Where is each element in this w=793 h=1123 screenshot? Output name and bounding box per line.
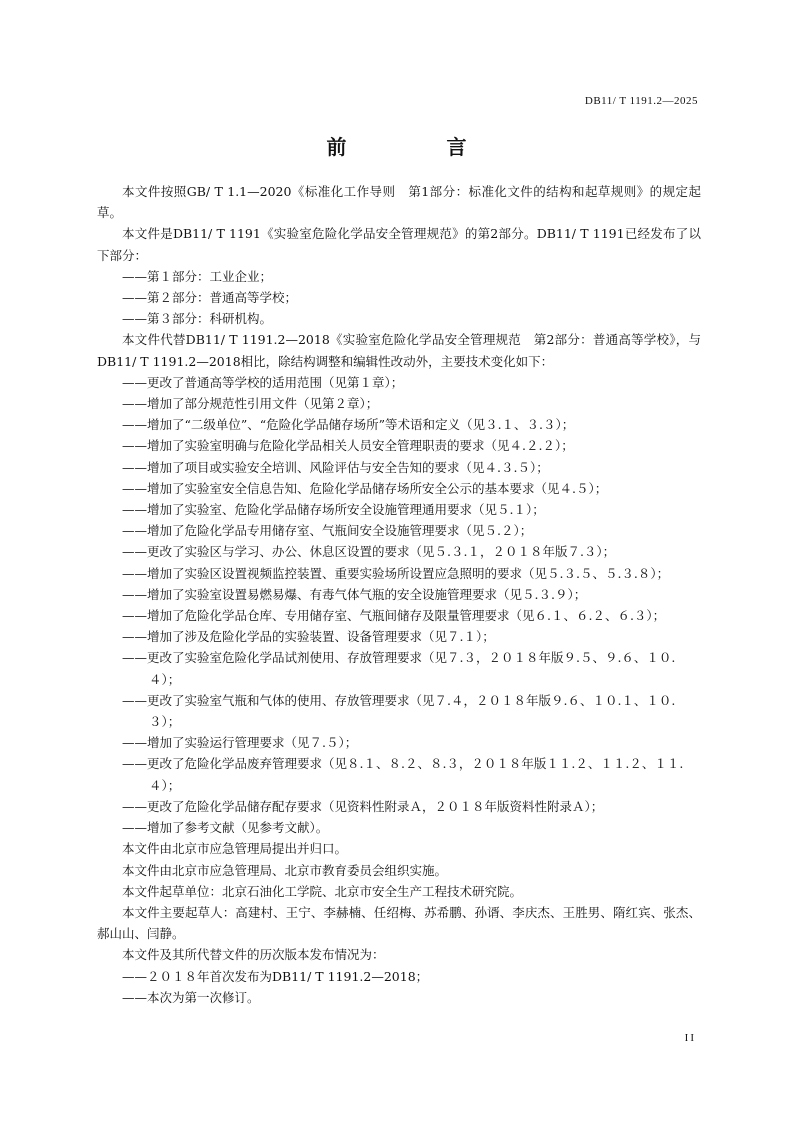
- change-item: ——更改了实验室危险化学品试剂使用、存放管理要求（见７.３，２０１８年版９.５、９.６、１０.４）；: [122, 650, 676, 687]
- change-item: ——增加了实验区设置视频监控装置、重要实验场所设置应急照明的要求（见５.３.５、５.３.８）；: [122, 565, 670, 581]
- change-item: ——增加了部分规范性引用文件（见第２章）；: [122, 396, 379, 412]
- paragraph-replacement: 本文件代替DB11/ T 1191.2—2018《实验室危险化学品安全管理规范 第2部分：普通高等学校》，与DB11/ T 1191.2—2018相比，除结构调整和编辑性改动外，主要技术变化如下：: [97, 332, 701, 369]
- foreword-body: [97, 181, 701, 1008]
- change-item: ——增加了涉及危险化学品的实验装置、设备管理要求（见７.１）；: [122, 629, 495, 645]
- parts-list-item: ——第３部分：科研机构。: [122, 311, 273, 327]
- change-item: ——增加了实验室设置易燃易爆、有毒气体气瓶的安全设施管理要求（见５.３.９）；: [122, 586, 587, 602]
- document-code: DB11/ T 1191.2—2025: [584, 95, 698, 107]
- parts-list-item: ——第１部分：工业企业；: [122, 268, 273, 284]
- change-item: ——增加了实验运行管理要求（见７.５）；: [122, 735, 358, 751]
- paragraph-history-intro: 本文件及其所代替文件的历次版本发布情况为：: [122, 947, 385, 963]
- history-item: ——２０１８年首次发布为DB11/ T 1191.2—2018；: [122, 968, 429, 984]
- change-item: ——增加了“二级单位”、“危险化学品储存场所”等术语和定义（见３.１、３.３）；: [122, 417, 575, 433]
- change-item: ——增加了实验室明确与危险化学品相关人员安全管理职责的要求（见４.２.２）；: [122, 438, 574, 454]
- change-item: ——增加了实验室安全信息告知、危险化学品储存场所安全公示的基本要求（见４.５）；: [122, 480, 608, 496]
- change-item: ——更改了实验区与学习、办公、休息区设置的要求（见５.３.１，２０１８年版７.３）；: [122, 544, 616, 560]
- change-item: ——更改了实验室气瓶和气体的使用、存放管理要求（见７.４，２０１８年版９.６、１０.１、１０.３）；: [122, 692, 676, 730]
- change-item: ——增加了参考文献（见参考文献）。: [122, 820, 329, 836]
- parts-list: [97, 266, 701, 330]
- paragraph-series-intro: 本文件是DB11/ T 1191《实验室危险化学品安全管理规范》的第2部分。DB11/ T 1191已经发布了以下部分：: [97, 226, 701, 263]
- paragraph-drafting-units: 本文件起草单位：北京石油化工学院、北京市安全生产工程技术研究院。: [122, 883, 523, 899]
- change-item: ——更改了危险化学品废弃管理要求（见８.１、８.２、８.３，２０１８年版１１.２、１１.２、１１.４）；: [122, 756, 684, 793]
- history-item: ——本次为第一次修订。: [122, 989, 260, 1005]
- change-item: ——增加了危险化学品仓库、专用储存室、气瓶间储存及限量管理要求（见６.１、６.２、６.３）；: [122, 608, 666, 624]
- paragraph-drafters: 本文件主要起草人：高建村、王宁、李赫楠、任绍梅、苏希鹏、孙谞、李庆杰、王胜男、隋红宾、张杰、郝山山、闫静。: [97, 904, 701, 942]
- change-item: ——增加了项目或实验安全培训、风险评估与安全告知的要求（见４.３.５）；: [122, 459, 549, 475]
- change-item: ——增加了危险化学品专用储存室、气瓶间安全设施管理要求（见５.２）；: [122, 523, 533, 539]
- paragraph-proposer: 本文件由北京市应急管理局提出并归口。: [122, 841, 348, 857]
- paragraph-implementer: 本文件由北京市应急管理局、北京市教育委员会组织实施。: [122, 862, 448, 878]
- changes-list: [97, 372, 701, 838]
- paragraph-standard-basis: 本文件按照GB/ T 1.1—2020《标准化工作导则 第1部分：标准化文件的结构和起草规则》的规定起草。: [97, 184, 701, 221]
- change-item: ——更改了普通高等学校的适用范围（见第１章）；: [122, 374, 404, 390]
- parts-list-item: ——第２部分：普通高等学校；: [122, 290, 298, 306]
- history-list: [97, 966, 701, 1008]
- change-item: ——更改了危险化学品储存配存要求（见资料性附录Ａ，２０１８年版资料性附录Ａ）；: [122, 798, 604, 814]
- change-item: ——增加了实验室、危险化学品储存场所安全设施管理通用要求（见５.１）；: [122, 502, 545, 518]
- page-number: II: [684, 1032, 696, 1044]
- page-title: 前 言: [326, 135, 507, 159]
